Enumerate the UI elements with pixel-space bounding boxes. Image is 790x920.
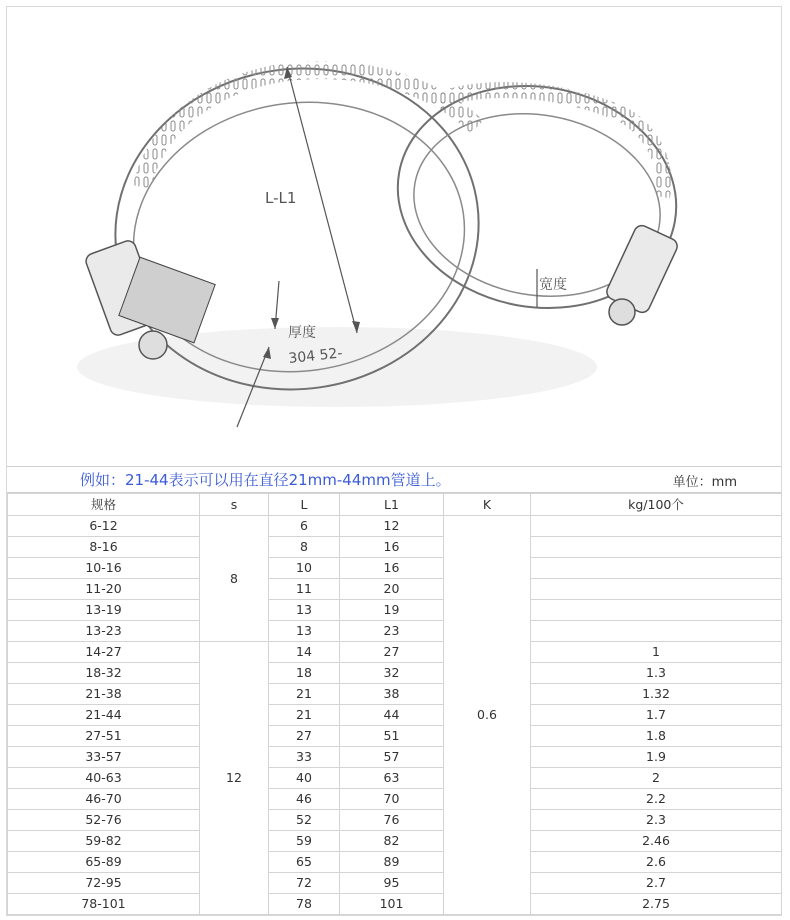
cell-weight: 2.3 xyxy=(531,810,782,831)
cell-weight xyxy=(531,600,782,621)
cell-l1: 16 xyxy=(340,558,444,579)
cell-l1: 63 xyxy=(340,768,444,789)
cell-spec: 59-82 xyxy=(8,831,200,852)
cell-spec: 18-32 xyxy=(8,663,200,684)
cell-weight: 2.75 xyxy=(531,894,782,915)
table-row xyxy=(8,621,782,642)
cell-spec: 40-63 xyxy=(8,768,200,789)
cell-l1: 89 xyxy=(340,852,444,873)
cell-weight: 2 xyxy=(531,768,782,789)
table-row xyxy=(8,516,782,537)
table-row xyxy=(8,579,782,600)
cell-l: 14 xyxy=(269,642,340,663)
table-row xyxy=(8,852,782,873)
header-s: s xyxy=(200,494,269,516)
header-l: L xyxy=(269,494,340,516)
hose-clamp-illustration xyxy=(7,7,781,465)
cell-weight: 1.7 xyxy=(531,705,782,726)
cell-l1: 82 xyxy=(340,831,444,852)
cell-spec: 13-23 xyxy=(8,621,200,642)
table-row xyxy=(8,537,782,558)
cell-spec: 21-38 xyxy=(8,684,200,705)
hose-clamp-drawing xyxy=(7,7,781,465)
cell-l: 27 xyxy=(269,726,340,747)
cell-l: 13 xyxy=(269,600,340,621)
cell-l: 8 xyxy=(269,537,340,558)
cell-l1: 32 xyxy=(340,663,444,684)
header-weight: kg/100个 xyxy=(531,494,782,516)
cell-spec: 52-76 xyxy=(8,810,200,831)
cell-l: 78 xyxy=(269,894,340,915)
cell-weight: 2.7 xyxy=(531,873,782,894)
table-row xyxy=(8,663,782,684)
cell-weight xyxy=(531,516,782,537)
cell-spec: 72-95 xyxy=(8,873,200,894)
cell-l: 59 xyxy=(269,831,340,852)
band-marking: 304 52- xyxy=(287,345,344,367)
cell-spec: 78-101 xyxy=(8,894,200,915)
header-spec: 规格 xyxy=(8,494,200,516)
unit-label: 单位：mm xyxy=(672,475,737,490)
spec-table xyxy=(7,493,782,915)
table-row xyxy=(8,894,782,915)
cell-spec: 14-27 xyxy=(8,642,200,663)
cell-spec: 6-12 xyxy=(8,516,200,537)
cell-l: 21 xyxy=(269,684,340,705)
cell-weight: 1.9 xyxy=(531,747,782,768)
cell-spec: 21-44 xyxy=(8,705,200,726)
cell-l: 11 xyxy=(269,579,340,600)
cell-l1: 101 xyxy=(340,894,444,915)
header-l1: L1 xyxy=(340,494,444,516)
cell-l: 10 xyxy=(269,558,340,579)
cell-weight: 2.6 xyxy=(531,852,782,873)
cell-l1: 70 xyxy=(340,789,444,810)
table-header-row xyxy=(8,494,782,516)
label-thickness: 厚度 xyxy=(288,325,316,341)
cell-l: 52 xyxy=(269,810,340,831)
cell-l1: 27 xyxy=(340,642,444,663)
cell-spec: 46-70 xyxy=(8,789,200,810)
cell-l1: 19 xyxy=(340,600,444,621)
cell-l: 33 xyxy=(269,747,340,768)
cell-l1: 38 xyxy=(340,684,444,705)
cell-l: 13 xyxy=(269,621,340,642)
cell-s-group: 12 xyxy=(200,642,269,915)
cell-weight: 1.8 xyxy=(531,726,782,747)
cell-l1: 16 xyxy=(340,537,444,558)
table-row xyxy=(8,642,782,663)
cell-spec: 65-89 xyxy=(8,852,200,873)
cell-l1: 44 xyxy=(340,705,444,726)
cell-l: 18 xyxy=(269,663,340,684)
cell-l1: 95 xyxy=(340,873,444,894)
table-row xyxy=(8,810,782,831)
cell-spec: 8-16 xyxy=(8,537,200,558)
cell-weight: 1.32 xyxy=(531,684,782,705)
cell-l: 6 xyxy=(269,516,340,537)
cell-l: 40 xyxy=(269,768,340,789)
label-width: 宽度 xyxy=(539,277,567,293)
table-row xyxy=(8,600,782,621)
table-row xyxy=(8,873,782,894)
table-row xyxy=(8,789,782,810)
cell-spec: 13-19 xyxy=(8,600,200,621)
table-row xyxy=(8,705,782,726)
label-length: L-L1 xyxy=(265,189,297,207)
cell-weight xyxy=(531,558,782,579)
cell-weight: 1 xyxy=(531,642,782,663)
cell-weight xyxy=(531,579,782,600)
table-row xyxy=(8,768,782,789)
cell-weight: 1.3 xyxy=(531,663,782,684)
cell-l1: 12 xyxy=(340,516,444,537)
cell-weight: 2.2 xyxy=(531,789,782,810)
cell-spec: 10-16 xyxy=(8,558,200,579)
cell-weight: 2.46 xyxy=(531,831,782,852)
cell-l: 72 xyxy=(269,873,340,894)
cell-spec: 33-57 xyxy=(8,747,200,768)
caption-row xyxy=(7,466,781,493)
cell-l1: 23 xyxy=(340,621,444,642)
cell-k: 0.6 xyxy=(444,516,531,915)
cell-l: 46 xyxy=(269,789,340,810)
table-row xyxy=(8,831,782,852)
cell-spec: 27-51 xyxy=(8,726,200,747)
table-row xyxy=(8,747,782,768)
cell-s-group: 8 xyxy=(200,516,269,642)
header-k: K xyxy=(444,494,531,516)
cell-l1: 20 xyxy=(340,579,444,600)
usage-example-note: 例如：21-44表示可以用在直径21mm-44mm管道上。 xyxy=(80,471,451,489)
cell-l: 65 xyxy=(269,852,340,873)
cell-l1: 51 xyxy=(340,726,444,747)
cell-l1: 76 xyxy=(340,810,444,831)
table-row xyxy=(8,726,782,747)
table-row xyxy=(8,684,782,705)
cell-weight xyxy=(531,621,782,642)
cell-spec: 11-20 xyxy=(8,579,200,600)
cell-weight xyxy=(531,537,782,558)
cell-l: 21 xyxy=(269,705,340,726)
table-row xyxy=(8,558,782,579)
cell-l1: 57 xyxy=(340,747,444,768)
